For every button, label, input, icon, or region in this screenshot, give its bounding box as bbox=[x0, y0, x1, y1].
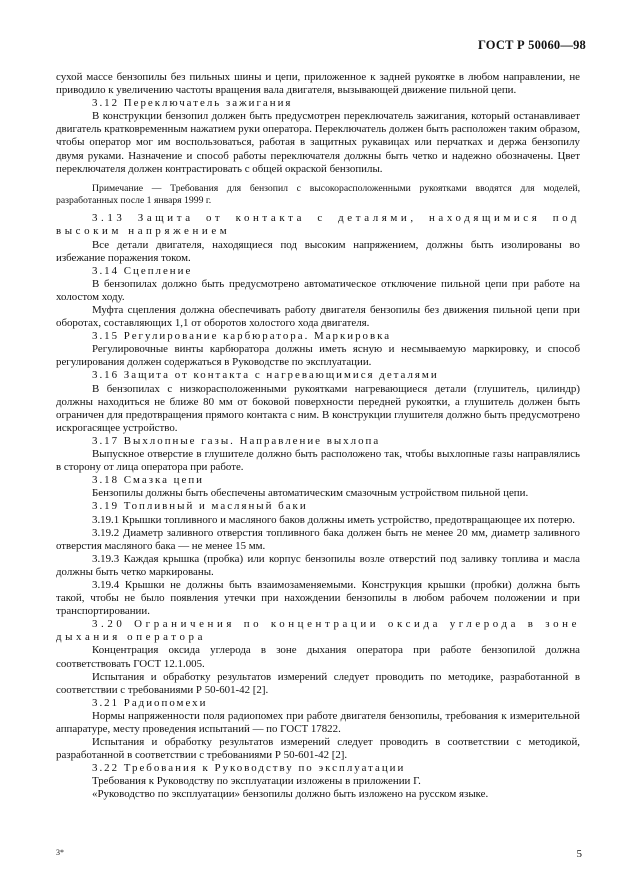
paragraph: Нормы напряженности поля радиопомех при работе двигателя бензопилы, требования к измерительной аппаратуре, месту проведения испытаний — по ГОСТ 17822. bbox=[56, 709, 580, 735]
note: Примечание — Требования для бензопил с высокорасположенными рукоятками вводятся для моделей, разработанных после 1 января 1999 г. bbox=[56, 182, 580, 206]
paragraph: Все детали двигателя, находящиеся под высоким напряжением, должны быть изолированы во избежание поражения током. bbox=[56, 238, 580, 264]
paragraph: 3.19.4 Крышки не должны быть взаимозаменяемыми. Конструкция крышки (пробки) должна быть такой, чтобы не было появления утечки при нахождении бензопилы в любом рабочем положении и при транспортировании. bbox=[56, 578, 580, 618]
paragraph: «Руководство по эксплуатации» бензопилы должно быть изложено на русском языке. bbox=[92, 788, 489, 801]
paragraph: Муфта сцепления должна обеспечивать работу двигателя бензопилы без движения пильной цепи при оборотах, составляющих 1,1 от оборотов холостого хода двигателя. bbox=[56, 304, 580, 330]
page-number: 5 bbox=[576, 848, 582, 860]
paragraph: Регулировочные винты карбюратора должны иметь ясную и несмываемую маркировку, и способ регулирования должен содержаться в Руководстве по эксплуатации. bbox=[56, 343, 580, 369]
section-title-3-13: 3.13 Защита от контакта с деталями, находящимися под высоким напряжением bbox=[56, 212, 580, 238]
paragraph: Выпускное отверстие в глушителе должно быть расположено так, чтобы выхлопные газы направлялись в сторону от лица оператора при работе. bbox=[56, 448, 580, 474]
section-title-3-15: 3.15 Регулирование карбюратора. Маркировка bbox=[92, 330, 392, 343]
page-body bbox=[56, 71, 580, 802]
paragraph: Концентрация оксида углерода в зоне дыхания оператора при работе бензопилой должна соответствовать ГОСТ 12.1.005. bbox=[56, 644, 580, 670]
section-title-3-12: 3.12 Переключатель зажигания bbox=[92, 97, 293, 110]
paragraph: Требования к Руководству по эксплуатации изложены в приложении Г. bbox=[92, 775, 421, 788]
paragraph: сухой массе бензопилы без пильных шины и цепи, приложенное к задней рукоятке в любом направлении, не приводило к увеличению частоты вращения вала двигателя, вызывающей движение пильной цепи. bbox=[56, 71, 580, 97]
paragraph: 3.19.3 Каждая крышка (пробка) или корпус бензопилы возле отверстий под заливку топлива и масла должны быть четко маркированы. bbox=[56, 552, 580, 578]
paragraph: В бензопилах с низкорасположенными рукоятками нагревающиеся детали (глушитель, цилиндр) должны находиться не ближе 80 мм от боковой поверхности передней рукоятки, а глушитель должен быть ограничен для предотвращения прямого контакта с ним. В конструкции глушителя должно быть предусмотрено искрогасящее устройство. bbox=[56, 382, 580, 434]
section-title-3-20: 3.20 Ограничения по концентрации оксида углерода в зоне дыхания оператора bbox=[56, 618, 580, 644]
paragraph: Бензопилы должны быть обеспечены автоматическим смазочным устройством пильной цепи. bbox=[92, 487, 529, 500]
section-title-3-21: 3.21 Радиопомехи bbox=[92, 696, 208, 709]
footer-mark: 3* bbox=[56, 848, 64, 857]
section-title-3-22: 3.22 Требования к Руководству по эксплуатации bbox=[92, 762, 406, 775]
paragraph: Испытания и обработку результатов измерений следует проводить по методике, разработанной в соответствии с требованиями Р 50-601-42 [2]. bbox=[56, 670, 580, 696]
paragraph: В конструкции бензопил должен быть предусмотрен переключатель зажигания, который останавливает двигатель кратковременным нажатием руки оператора. Переключатель должен быть расположен таким образом, чтобы оператор мог им воспользоваться, работая в защитных рукавицах или перчатках и держа бензопилу двумя руками. Назначение и способ работы переключателя должны быть четко и надежно обозначены. Цвет переключателя должен контрастировать с общей окраской бензопилы. bbox=[56, 110, 580, 175]
paragraph: 3.19.1 Крышки топливного и масляного баков должны иметь устройство, предотвращающее их потерю. bbox=[92, 513, 575, 526]
section-title-3-14: 3.14 Сцепление bbox=[92, 264, 193, 277]
section-title-3-17: 3.17 Выхлопные газы. Направление выхлопа bbox=[92, 434, 381, 447]
section-title-3-18: 3.18 Смазка цепи bbox=[92, 474, 204, 487]
paragraph: В бензопилах должно быть предусмотрено автоматическое отключение пильной цепи при работе на холостом ходу. bbox=[56, 277, 580, 303]
document-header: ГОСТ Р 50060—98 bbox=[477, 38, 586, 52]
section-title-3-16: 3.16 Защита от контакта с нагревающимися деталями bbox=[92, 369, 439, 382]
section-title-3-19: 3.19 Топливный и масляный баки bbox=[92, 500, 308, 513]
paragraph: Испытания и обработку результатов измерений следует проводить в соответствии с методикой, разработанной в соответствии с требованиями Р 50-601-42 [2]. bbox=[56, 736, 580, 762]
paragraph: 3.19.2 Диаметр заливного отверстия топливного бака должен быть не менее 20 мм, диаметр заливного отверстия масляного бака — не менее 15 мм. bbox=[56, 526, 580, 552]
